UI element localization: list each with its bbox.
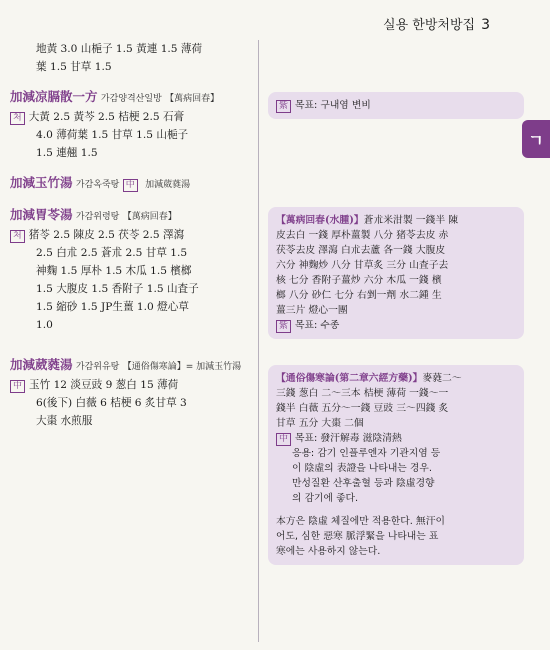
cross-ref-tag: 中 — [123, 179, 138, 192]
formula-line: 4.0 薄荷葉 1.5 甘草 1.5 山梔子 — [36, 129, 189, 141]
prescription-name: 加減胃苓湯 — [10, 207, 73, 222]
source-panel — [268, 365, 524, 565]
note-line: 寒에는 사용하지 않는다. — [276, 546, 381, 557]
formula-line: 2.5 白朮 2.5 蒼朮 2.5 甘草 1.5 — [36, 247, 188, 259]
source-line: 甘草 五分 大棗 二個 — [276, 418, 364, 429]
page-number: 3 — [481, 17, 490, 33]
prescription-reading: 가감위령탕 — [75, 212, 120, 222]
usage-line: 만성질환 산후출혈 등과 陰虛경향 — [292, 478, 435, 489]
note-line: 本方은 陰虛 체질에만 적용한다. 無汗이 — [276, 516, 445, 527]
prescription-name: 加減玉竹湯 — [10, 175, 73, 190]
column-divider — [258, 40, 259, 642]
formula-line: 大黃 2.5 黃芩 2.5 桔梗 2.5 石膏 — [28, 111, 185, 123]
formula-line: 大棗 水煎服 — [36, 415, 93, 427]
source-line: 麥蕤二～ — [422, 373, 462, 384]
prescription-entry — [10, 88, 244, 162]
prescription-name: 加減葳蕤湯 — [10, 357, 73, 372]
formula-tag: 처 — [10, 230, 25, 243]
source-line: 錢半 白薇 五分～一錢 豆豉 三～四錢 炙 — [276, 403, 449, 414]
continuation-line: 葉 1.5 甘草 1.5 — [36, 61, 112, 73]
target-tag: 紫 — [276, 100, 291, 113]
formula-line: 1.5 縮砂 1.5 JP生薑 1.0 燈心草 — [36, 301, 189, 313]
target-text: 목표: 수종 — [295, 320, 340, 331]
prescription-reading: 가감위유탕 — [75, 362, 120, 372]
prescription-reading: 가감옥죽탕 — [75, 180, 120, 190]
prescription-entry — [10, 174, 244, 194]
prescription-source: 【萬病回春】 — [165, 94, 220, 104]
target-text: 목표: 구내염 변비 — [295, 100, 371, 111]
prescription-source: 【通俗傷寒論】= 加減玉竹湯 — [122, 362, 242, 372]
target-tag: 紫 — [276, 320, 291, 333]
target-tag: 中 — [276, 433, 291, 446]
source-line: 茯苓去皮 澤瀉 白朮去蘆 各一錢 大腹皮 — [276, 245, 446, 256]
usage-line: 이 陰虛의 表證을 나타내는 경우. — [292, 463, 432, 474]
source-title: 【萬病回春(水腫)】 — [276, 215, 364, 226]
source-line: 皮去白 一錢 厚朴薑製 八分 猪苓去皮 赤 — [276, 230, 449, 241]
formula-line: 6(後下) 白薇 6 桔梗 6 炙甘草 3 — [36, 397, 187, 409]
index-tab[interactable]: ㄱ — [522, 120, 550, 158]
formula-tag: 처 — [10, 112, 25, 125]
formula-line: 玉竹 12 淡豆豉 9 葱白 15 薄荷 — [29, 379, 179, 391]
prescription-entry — [10, 356, 244, 430]
formula-tag: 中 — [10, 380, 25, 393]
formula-line: 1.5 大腹皮 1.5 香附子 1.5 山査子 — [36, 283, 199, 295]
formula-line: 1.5 連翹 1.5 — [36, 147, 98, 159]
target-panel — [268, 92, 524, 119]
right-column — [268, 40, 524, 575]
prescription-name: 加減凉膈散一方 — [10, 89, 98, 104]
page-header — [383, 14, 490, 33]
faded-bleedthrough — [268, 40, 524, 92]
usage-line: 의 감기에 좋다. — [292, 493, 359, 504]
note-line: 어도, 심한 惡寒 脈浮緊을 나타내는 표 — [276, 531, 439, 542]
source-line: 榔 八分 砂仁 七分 右剉一劑 水二鍾 生 — [276, 290, 442, 301]
formula-line: 神麴 1.5 厚朴 1.5 木瓜 1.5 檳榔 — [36, 265, 192, 277]
cross-ref-target: 加減葳蕤湯 — [145, 180, 191, 190]
source-title: 【通俗傷寒論(第二章六經方藥)】 — [276, 373, 423, 384]
usage-line: 응용: 감기 인플루엔자 기관지염 등 — [292, 448, 441, 459]
source-line: 核 七分 香附子薑炒 六分 木瓜 一錢 檳 — [276, 275, 442, 286]
book-title: 실용 한방처방집 — [383, 18, 476, 33]
formula-line: 猪苓 2.5 陳皮 2.5 茯苓 2.5 澤瀉 — [28, 229, 185, 241]
faded-bleedthrough — [268, 129, 524, 207]
formula-line: 1.0 — [36, 319, 53, 331]
source-line: 三錢 葱白 二～三本 桔梗 薄荷 一錢～一 — [276, 388, 449, 399]
continuation-line: 地黃 3.0 山梔子 1.5 黃連 1.5 薄荷 — [36, 43, 203, 55]
faded-bleedthrough — [268, 349, 524, 365]
source-line: 蒼朮米泔製 一錢半 陳 — [363, 215, 459, 226]
left-column — [10, 40, 244, 430]
prescription-reading: 가감양격산일방 — [100, 94, 162, 104]
target-text: 목표: 發汗解毒 滋陰清熱 — [295, 433, 402, 444]
prescription-source: 【萬病回春】 — [122, 212, 177, 222]
source-panel — [268, 207, 524, 339]
prescription-entry — [10, 206, 244, 334]
source-line: 六分 神麴炒 八分 甘草炙 三分 山査子去 — [276, 260, 449, 271]
source-line: 薑三片 燈心一團 — [276, 305, 348, 316]
